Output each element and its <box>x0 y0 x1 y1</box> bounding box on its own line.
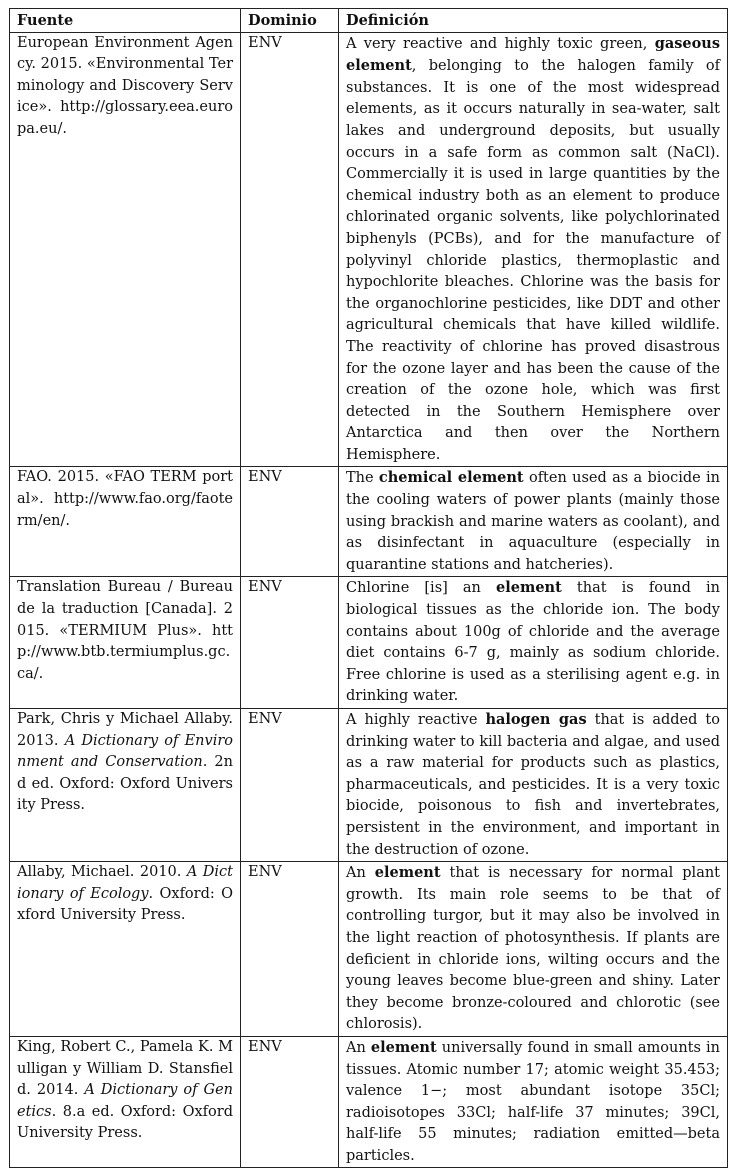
table-row <box>10 1036 728 1168</box>
source-text: . Oxford: Oxford University Press. <box>17 885 233 924</box>
source-cell <box>10 32 241 467</box>
source-cell <box>10 709 241 862</box>
source-cell <box>10 1036 241 1168</box>
definition-cell <box>339 1036 728 1168</box>
definition-cell <box>339 32 728 467</box>
definition-text: that is found in biological tissues as the chloride ion. The body contains about 100g of chloride and the average diet contains 6-7 g, mainly as sodium chloride. Free chlorine is used as a sterilising agent e.g. in drinking water. <box>346 580 720 705</box>
definition-text: universally found in small amounts in tissues. Atomic number 17; atomic weight 35.453; valence 1−; most abundant isotope 35Cl; radioisotopes 33Cl; half-life 37 minutes; 39Cl, half-life 55 minutes; radiation emitted—beta particles. <box>346 1039 720 1164</box>
domain-cell: ENV <box>241 1036 339 1168</box>
source-cell <box>10 577 241 709</box>
definition-text: that is added to drinking water to kill bacteria and algae, and used as a raw material for products such as plastics, pharmaceuticals, and pesticides. It is a very toxic biocide, poisonous to fish and invertebrates, persistent in the environment, and important in the destruction of ozone. <box>346 712 720 858</box>
source-text: Allaby, Michael. 2010. <box>17 864 187 881</box>
source-cell <box>10 862 241 1037</box>
source-text: King, Robert C., Pamela K. Mulligan y William D. Stansfield. 2014. <box>17 1038 233 1099</box>
definition-text: , belonging to the halogen family of substances. It is one of the most widespread elements, as it occurs naturally in sea-water, salt lakes and underground deposits, but usually occurs in a safe form as common salt (NaCl). Commercially it is used in large quantities by the chemical industry both as an element to produce chlorinated organic solvents, like polychlorinated biphenyls (PCBs), and for the manufacture of polyvinyl chloride plastics, thermoplastic and hypochlorite bleaches. Chlorine was the basis for the organochlorine pesticides, like DDT and other agricultural chemicals that have killed wildlife. The reactivity of chlorine has proved disastrous for the ozone layer and has been the cause of the creation of the ozone hole, which was first detected in the Southern Hemisphere over Antarctica and then over the Northern Hemisphere. <box>346 58 720 463</box>
source-text: FAO. 2015. «FAO TERM portal». http://www.fao.org/faoterm/en/. <box>17 469 233 529</box>
source-text: European Environment Agency. 2015. «Environmental Terminology and Discovery Service». http://glossary.eea.europa.eu/. <box>17 34 233 137</box>
source-title: A Dictionary of Environment and Conservation <box>17 732 233 771</box>
header-domain: Dominio <box>241 9 339 33</box>
header-source: Fuente <box>10 9 241 33</box>
definition-text: Chlorine [is] an <box>346 580 497 597</box>
definition-text: An <box>346 865 375 882</box>
definition-text: that is necessary for normal plant growth. Its main role seems to be that of controlling turgor, but it may also be involved in the light reaction of photosynthesis. If plants are deficient in chloride ions, wilting occurs and the young leaves become blue-green and shiny. Later they become bronze-coloured and chlorotic (see chlorosis). <box>346 865 721 1033</box>
domain-cell: ENV <box>241 32 339 467</box>
definition-text: An <box>346 1039 371 1056</box>
header-row <box>10 9 728 33</box>
definition-term: element <box>374 864 441 882</box>
definition-term: element <box>496 579 562 597</box>
source-text: . 8.a ed. Oxford: Oxford University Press. <box>17 1103 233 1142</box>
source-text: . 2nd ed. Oxford: Oxford University Press. <box>17 754 233 814</box>
header-definition: Definición <box>339 9 728 33</box>
definition-term: halogen gas <box>485 711 587 728</box>
definition-text: The <box>346 470 379 487</box>
definition-term: gaseous element <box>346 34 720 75</box>
source-text: Park, Chris y Michael Allaby. 2013. <box>17 711 233 749</box>
definition-text: often used as a biocide in the cooling waters of power plants (mainly those using brackish and marine waters as coolant), and as disinfectant in aquaculture (especially in quarantine stations and hatcheries). <box>346 470 721 573</box>
source-cell <box>10 467 241 577</box>
definition-cell <box>339 577 728 709</box>
definition-cell <box>339 709 728 862</box>
definition-text: A very reactive and highly toxic green, <box>346 35 655 52</box>
definitions-table <box>9 8 728 1168</box>
domain-cell: ENV <box>241 577 339 709</box>
source-title: A Dictionary of Genetics <box>17 1082 233 1120</box>
document-page <box>9 8 727 1168</box>
source-text: Translation Bureau / Bureau de la traduction [Canada]. 2015. «TERMIUM Plus». http://www.btb.termiumplus.gc.ca/. <box>17 579 233 682</box>
table-row <box>10 709 728 862</box>
domain-cell: ENV <box>241 709 339 862</box>
definition-text: A highly reactive <box>346 712 486 728</box>
source-title: A Dictionary of Ecology <box>17 864 233 902</box>
definition-term: element <box>370 1038 437 1056</box>
definition-cell <box>339 862 728 1037</box>
table-row <box>10 467 728 577</box>
domain-cell: ENV <box>241 862 339 1037</box>
table-row <box>10 32 728 467</box>
definition-term: chemical element <box>378 469 524 487</box>
table-row <box>10 577 728 709</box>
table-row <box>10 862 728 1037</box>
domain-cell: ENV <box>241 467 339 577</box>
definition-cell <box>339 467 728 577</box>
